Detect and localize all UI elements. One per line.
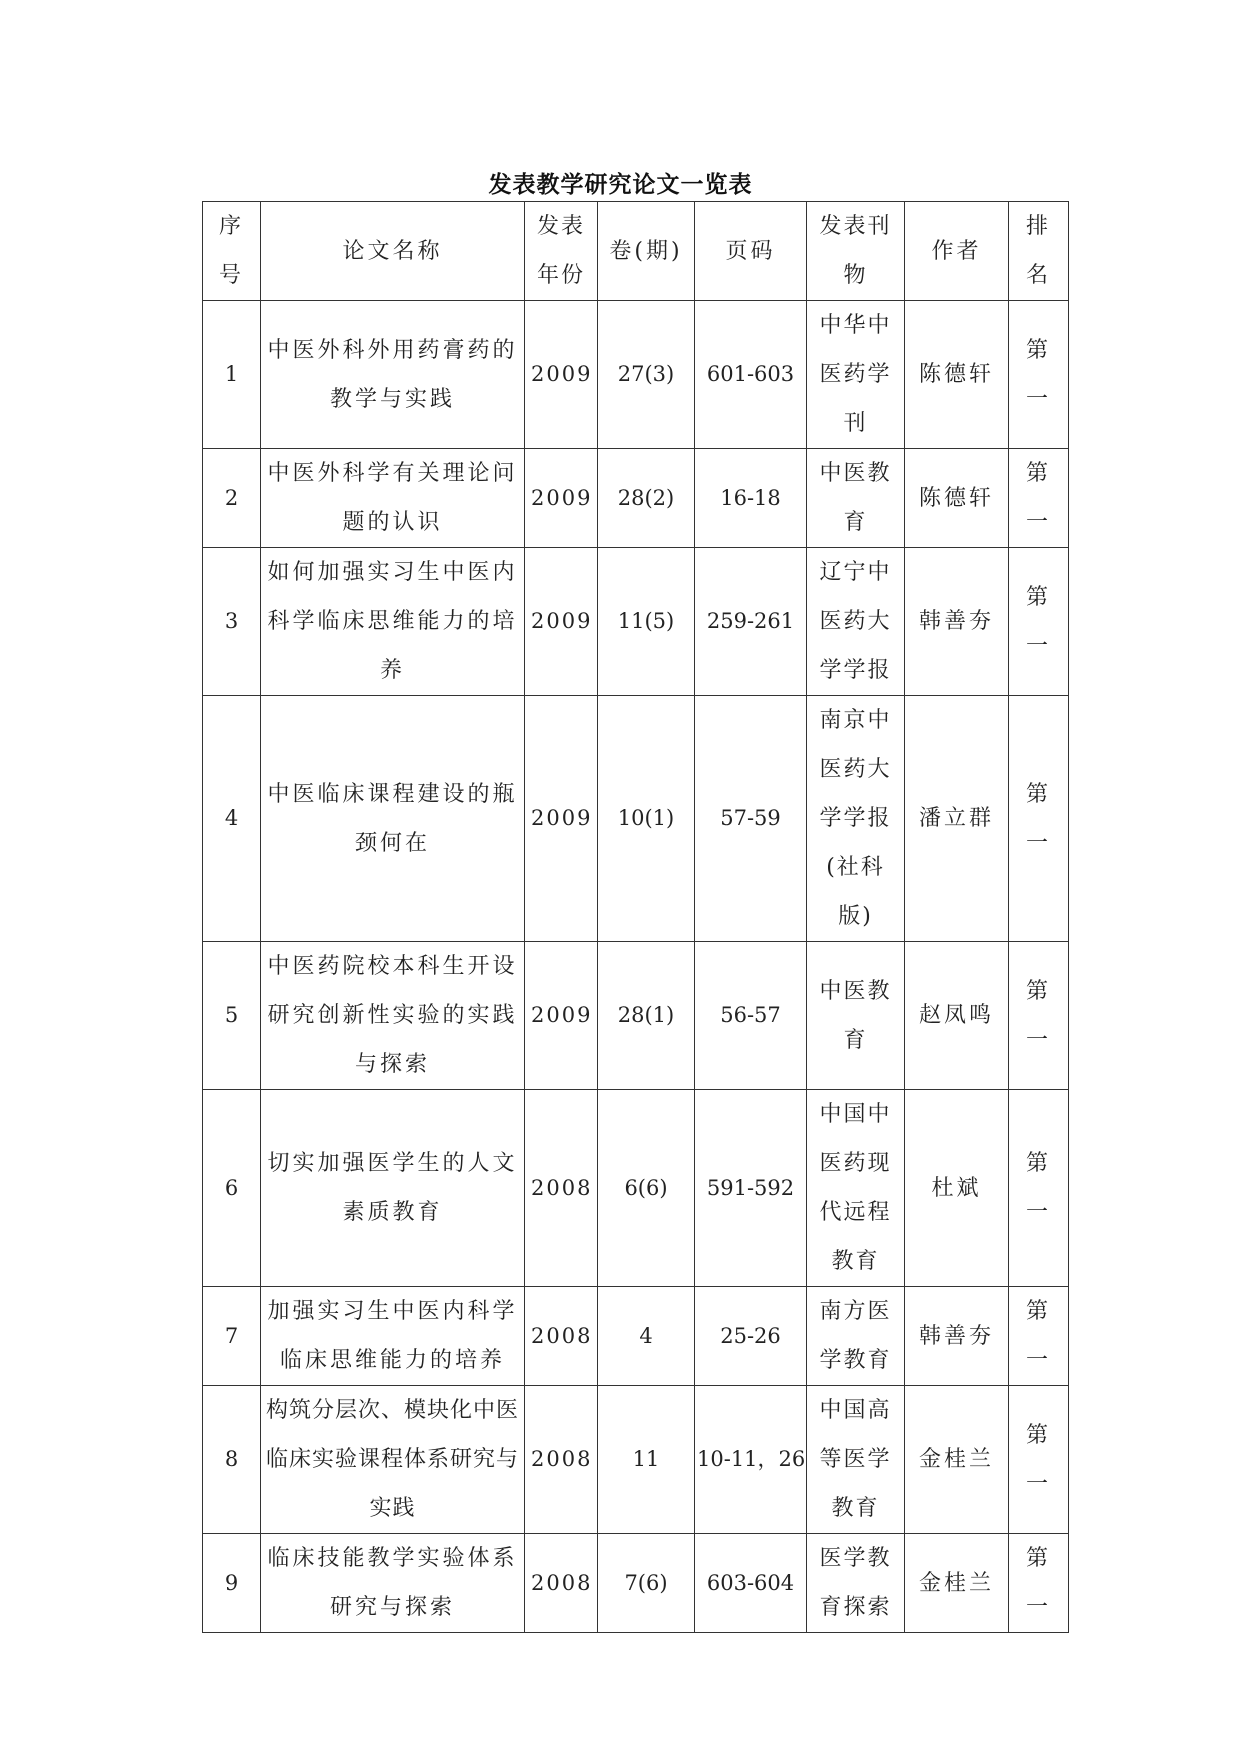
journal-name: 辽宁中医药大学学报 <box>807 548 905 696</box>
table-row <box>203 1287 1069 1386</box>
table-row <box>203 942 1069 1090</box>
table-row <box>203 696 1069 942</box>
page-range: 57-59 <box>695 696 807 942</box>
table-row <box>203 301 1069 449</box>
author-name: 赵凤鸣 <box>905 942 1009 1090</box>
page-range: 25-26 <box>695 1287 807 1386</box>
journal-name: 南方医学教育 <box>807 1287 905 1386</box>
header-journal: 发表刊物 <box>807 202 905 301</box>
header-index: 序号 <box>203 202 261 301</box>
author-rank: 第一 <box>1009 548 1069 696</box>
header-title: 论文名称 <box>261 202 525 301</box>
author-rank: 第一 <box>1009 1287 1069 1386</box>
table-row <box>203 1534 1069 1633</box>
author-name: 韩善夯 <box>905 1287 1009 1386</box>
author-name: 陈德轩 <box>905 449 1009 548</box>
author-rank: 第一 <box>1009 301 1069 449</box>
volume-issue: 28(1) <box>598 942 695 1090</box>
author-rank: 第一 <box>1009 1090 1069 1287</box>
author-name: 杜斌 <box>905 1090 1009 1287</box>
journal-name: 医学教育探索 <box>807 1534 905 1633</box>
volume-issue: 11 <box>598 1386 695 1534</box>
journal-name: 中国中医药现代远程教育 <box>807 1090 905 1287</box>
author-rank: 第一 <box>1009 1386 1069 1534</box>
publish-year: 2008 <box>525 1090 598 1287</box>
paper-title: 如何加强实习生中医内科学临床思维能力的培养 <box>261 548 525 696</box>
publish-year: 2009 <box>525 548 598 696</box>
row-index: 3 <box>203 548 261 696</box>
author-rank: 第一 <box>1009 449 1069 548</box>
header-row <box>203 202 1069 301</box>
publish-year: 2009 <box>525 301 598 449</box>
page-range: 591-592 <box>695 1090 807 1287</box>
publish-year: 2009 <box>525 449 598 548</box>
paper-title: 构筑分层次、模块化中医临床实验课程体系研究与实践 <box>261 1386 525 1534</box>
author-rank: 第一 <box>1009 942 1069 1090</box>
papers-table <box>202 201 1069 1633</box>
row-index: 1 <box>203 301 261 449</box>
page-range: 10-11，26 <box>695 1386 807 1534</box>
paper-title: 加强实习生中医内科学临床思维能力的培养 <box>261 1287 525 1386</box>
row-index: 8 <box>203 1386 261 1534</box>
publish-year: 2008 <box>525 1386 598 1534</box>
table-row <box>203 449 1069 548</box>
journal-name: 中医教育 <box>807 449 905 548</box>
volume-issue: 4 <box>598 1287 695 1386</box>
author-name: 潘立群 <box>905 696 1009 942</box>
page-range: 16-18 <box>695 449 807 548</box>
row-index: 4 <box>203 696 261 942</box>
volume-issue: 27(3) <box>598 301 695 449</box>
publish-year: 2008 <box>525 1287 598 1386</box>
header-volume: 卷(期) <box>598 202 695 301</box>
row-index: 9 <box>203 1534 261 1633</box>
volume-issue: 6(6) <box>598 1090 695 1287</box>
page-range: 601-603 <box>695 301 807 449</box>
volume-issue: 28(2) <box>598 449 695 548</box>
paper-title: 中医临床课程建设的瓶颈何在 <box>261 696 525 942</box>
journal-name: 中医教育 <box>807 942 905 1090</box>
publish-year: 2009 <box>525 942 598 1090</box>
publish-year: 2009 <box>525 696 598 942</box>
author-name: 韩善夯 <box>905 548 1009 696</box>
journal-name: 中国高等医学教育 <box>807 1386 905 1534</box>
journal-name: 中华中医药学刊 <box>807 301 905 449</box>
volume-issue: 10(1) <box>598 696 695 942</box>
header-year: 发表年份 <box>525 202 598 301</box>
author-rank: 第一 <box>1009 1534 1069 1633</box>
row-index: 6 <box>203 1090 261 1287</box>
header-author: 作者 <box>905 202 1009 301</box>
row-index: 5 <box>203 942 261 1090</box>
paper-title: 切实加强医学生的人文素质教育 <box>261 1090 525 1287</box>
table-row <box>203 548 1069 696</box>
table-row <box>203 1090 1069 1287</box>
paper-title: 临床技能教学实验体系研究与探索 <box>261 1534 525 1633</box>
publish-year: 2008 <box>525 1534 598 1633</box>
row-index: 7 <box>203 1287 261 1386</box>
journal-name: 南京中医药大学学报(社科版) <box>807 696 905 942</box>
paper-title: 中医外科学有关理论问题的认识 <box>261 449 525 548</box>
author-rank: 第一 <box>1009 696 1069 942</box>
row-index: 2 <box>203 449 261 548</box>
volume-issue: 7(6) <box>598 1534 695 1633</box>
paper-title: 中医外科外用药膏药的教学与实践 <box>261 301 525 449</box>
author-name: 金桂兰 <box>905 1386 1009 1534</box>
header-rank: 排名 <box>1009 202 1069 301</box>
page-range: 603-604 <box>695 1534 807 1633</box>
table-row <box>203 1386 1069 1534</box>
page-range: 56-57 <box>695 942 807 1090</box>
paper-title: 中医药院校本科生开设研究创新性实验的实践与探索 <box>261 942 525 1090</box>
author-name: 陈德轩 <box>905 301 1009 449</box>
page-range: 259-261 <box>695 548 807 696</box>
author-name: 金桂兰 <box>905 1534 1009 1633</box>
volume-issue: 11(5) <box>598 548 695 696</box>
document-title: 发表教学研究论文一览表 <box>488 172 753 198</box>
header-pages: 页码 <box>695 202 807 301</box>
